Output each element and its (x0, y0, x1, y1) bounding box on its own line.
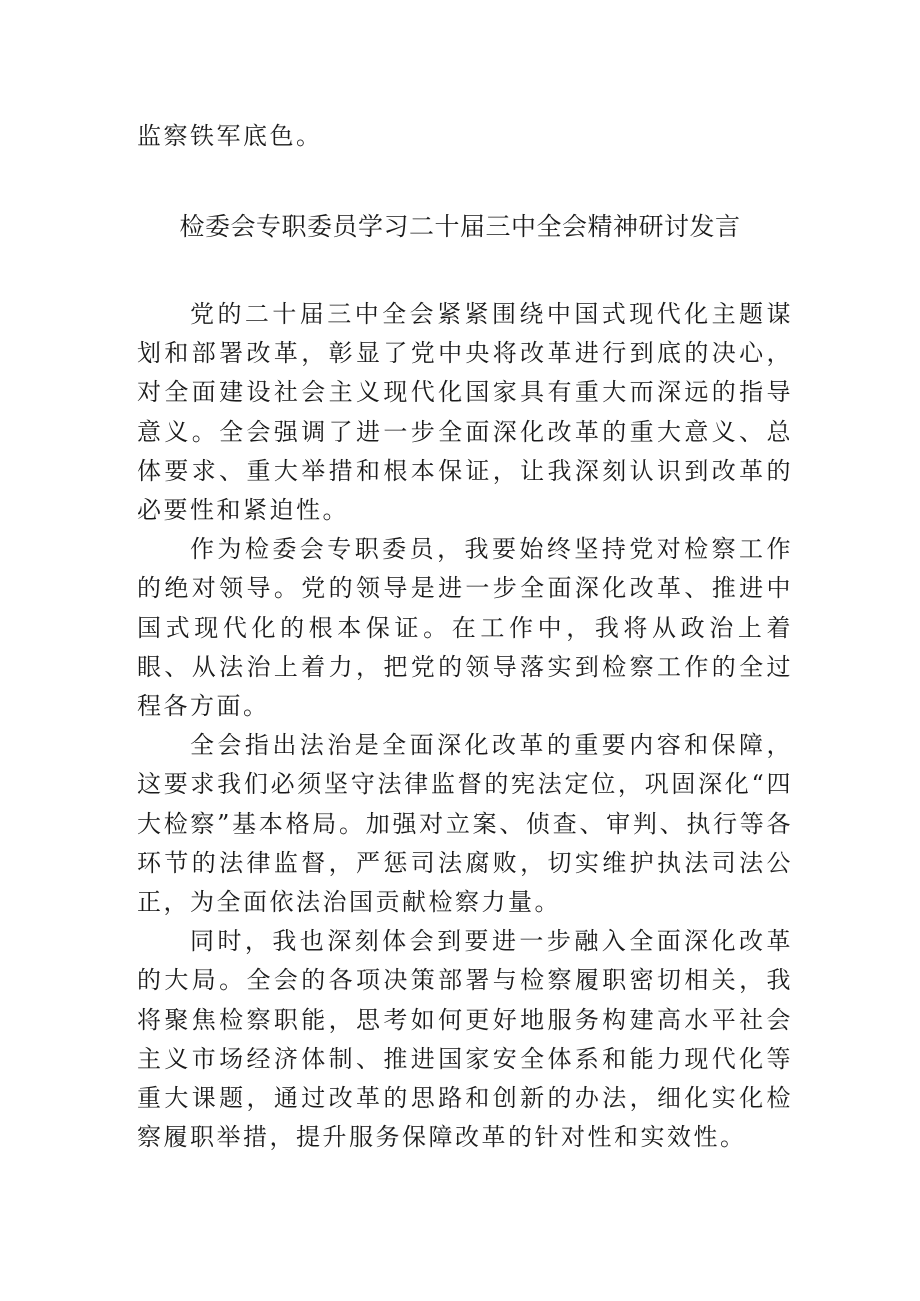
carry-over-line: 监察铁军底色。 (137, 122, 323, 150)
document-title: 检委会专职委员学习二十届三中全会精神研讨发言 (179, 212, 741, 241)
paragraph: 作为检委会专职委员，我要始终坚持党对检察工作的绝对领导。党的领导是进一步全面深化改革、推进中国式现代化的根本保证。在工作中，我将从政治上着眼、从法治上着力，把党的领导落实到检察工作的全过程各方面。 (137, 535, 793, 721)
paragraph: 同时，我也深刻体会到要进一步融入全面深化改革的大局。全会的各项决策部署与检察履职密切相关，我将聚焦检察职能，思考如何更好地服务构建高水平社会主义市场经济体制、推进国家安全体系和能力现代化等重大课题，通过改革的思路和创新的办法，细化实化检察履职举措，提升服务保障改革的针对性和实效性。 (137, 927, 793, 1152)
paragraph: 党的二十届三中全会紧紧围绕中国式现代化主题谋划和部署改革，彰显了党中央将改革进行到底的决心，对全面建设社会主义现代化国家具有重大而深远的指导意义。全会强调了进一步全面深化改革的重大意义、总体要求、重大举措和根本保证，让我深刻认识到改革的必要性和紧迫性。 (137, 300, 793, 525)
document-body (137, 295, 793, 1157)
paragraph: 全会指出法治是全面深化改革的重要内容和保障，这要求我们必须坚守法律监督的宪法定位，巩固深化“四大检察”基本格局。加强对立案、侦查、审判、执行等各环节的法律监督，严惩司法腐败，切实维护执法司法公正，为全面依法治国贡献检察力量。 (137, 731, 793, 917)
